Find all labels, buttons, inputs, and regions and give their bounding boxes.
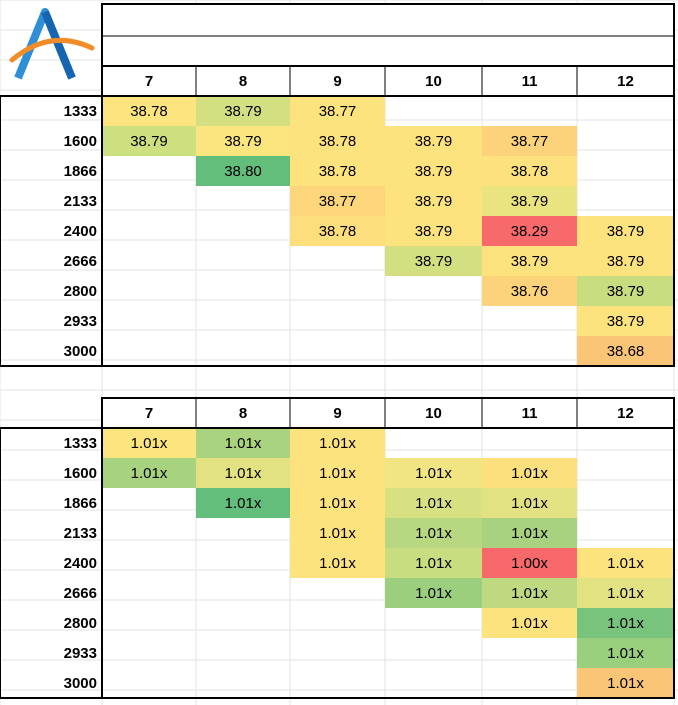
- data-label: 1.01x: [224, 494, 262, 512]
- data-label: 38.76: [510, 282, 549, 300]
- data-label: 1.01x: [511, 524, 548, 542]
- data-label: 38.78: [510, 162, 549, 180]
- row-header-label: 2400: [63, 554, 97, 572]
- row-header-label: 2933: [63, 644, 97, 662]
- column-header-label: 8: [238, 404, 248, 422]
- heatmap-table-2: [0, 398, 674, 698]
- data-label: 1.01x: [607, 644, 644, 662]
- data-label: 1.01x: [607, 584, 644, 602]
- data-label: 1.01x: [415, 494, 452, 512]
- data-label: 38.79: [510, 252, 549, 270]
- data-label: 1.01x: [130, 434, 168, 452]
- row-header-label: 1600: [63, 464, 97, 482]
- column-header-label: 9: [333, 404, 342, 422]
- data-label: 38.79: [606, 312, 645, 330]
- data-label: 38.80: [224, 162, 262, 180]
- data-label: 38.79: [130, 132, 168, 150]
- data-label: 1.01x: [511, 614, 548, 632]
- data-label: 38.79: [414, 252, 453, 270]
- data-label: 1.01x: [130, 464, 168, 482]
- data-label: 1.01x: [511, 464, 548, 482]
- data-label: 1.01x: [319, 524, 356, 542]
- data-label: 38.79: [606, 282, 645, 300]
- data-label: 38.78: [130, 102, 168, 120]
- column-header-label: 9: [333, 72, 342, 90]
- data-label: 1.01x: [415, 464, 452, 482]
- heatmap-table-1: [0, 66, 674, 366]
- data-label: 1.01x: [319, 554, 356, 572]
- row-header-label: 2666: [63, 584, 97, 602]
- data-label: 38.68: [606, 342, 645, 360]
- data-label: 38.77: [318, 192, 357, 210]
- row-header-label: 2133: [63, 524, 97, 542]
- column-header-label: 10: [425, 404, 442, 422]
- anandtech-logo-icon: [12, 12, 92, 78]
- row-header-label: 2800: [63, 614, 97, 632]
- data-label: 1.01x: [415, 524, 452, 542]
- row-header-label: 1600: [63, 132, 97, 150]
- column-header-label: 12: [617, 72, 634, 90]
- data-label: 38.79: [414, 162, 453, 180]
- data-label: 38.79: [224, 102, 262, 120]
- data-label: 38.29: [510, 222, 549, 240]
- row-header-label: 3000: [63, 342, 97, 360]
- data-label: 1.01x: [607, 614, 644, 632]
- data-label: 1.01x: [511, 584, 548, 602]
- row-header-label: 1866: [63, 162, 97, 180]
- data-label: 1.01x: [319, 464, 356, 482]
- row-header-label: 3000: [63, 674, 97, 692]
- data-label: 1.01x: [319, 434, 356, 452]
- heatmap-tables: [0, 4, 674, 698]
- row-header-label: 1866: [63, 494, 97, 512]
- data-label: 1.01x: [319, 494, 356, 512]
- data-label: 38.79: [414, 132, 453, 150]
- data-label: 38.79: [510, 192, 549, 210]
- data-label: 1.01x: [224, 464, 262, 482]
- row-header-label: 2800: [63, 282, 97, 300]
- column-header-label: 7: [144, 404, 154, 422]
- data-label: 38.79: [224, 132, 262, 150]
- column-header-label: 7: [144, 72, 154, 90]
- data-label: 38.77: [510, 132, 549, 150]
- column-header-label: 12: [617, 404, 634, 422]
- data-label: 38.79: [606, 222, 645, 240]
- column-header-label: 10: [425, 72, 442, 90]
- data-label: 1.01x: [511, 494, 548, 512]
- column-header-label: 8: [238, 72, 248, 90]
- row-header-label: 2666: [63, 252, 97, 270]
- row-header-label: 2133: [63, 192, 97, 210]
- column-header-label: 11: [521, 404, 538, 422]
- data-label: 1.01x: [415, 554, 452, 572]
- row-header-label: 2933: [63, 312, 97, 330]
- data-label: 38.79: [606, 252, 645, 270]
- row-header-label: 2400: [63, 222, 97, 240]
- data-label: 38.77: [318, 102, 357, 120]
- data-label: 1.01x: [224, 434, 262, 452]
- data-label: 38.79: [414, 192, 453, 210]
- data-label: 1.01x: [607, 674, 644, 692]
- row-header-label: 1333: [63, 434, 97, 452]
- data-label: 38.79: [414, 222, 453, 240]
- column-header-label: 11: [521, 72, 538, 90]
- data-label: 38.78: [318, 162, 357, 180]
- row-header-label: 1333: [63, 102, 97, 120]
- data-label: 38.78: [318, 222, 357, 240]
- data-label: 1.00x: [511, 554, 548, 572]
- data-label: 1.01x: [415, 584, 452, 602]
- data-label: 38.78: [318, 132, 357, 150]
- data-label: 1.01x: [607, 554, 644, 572]
